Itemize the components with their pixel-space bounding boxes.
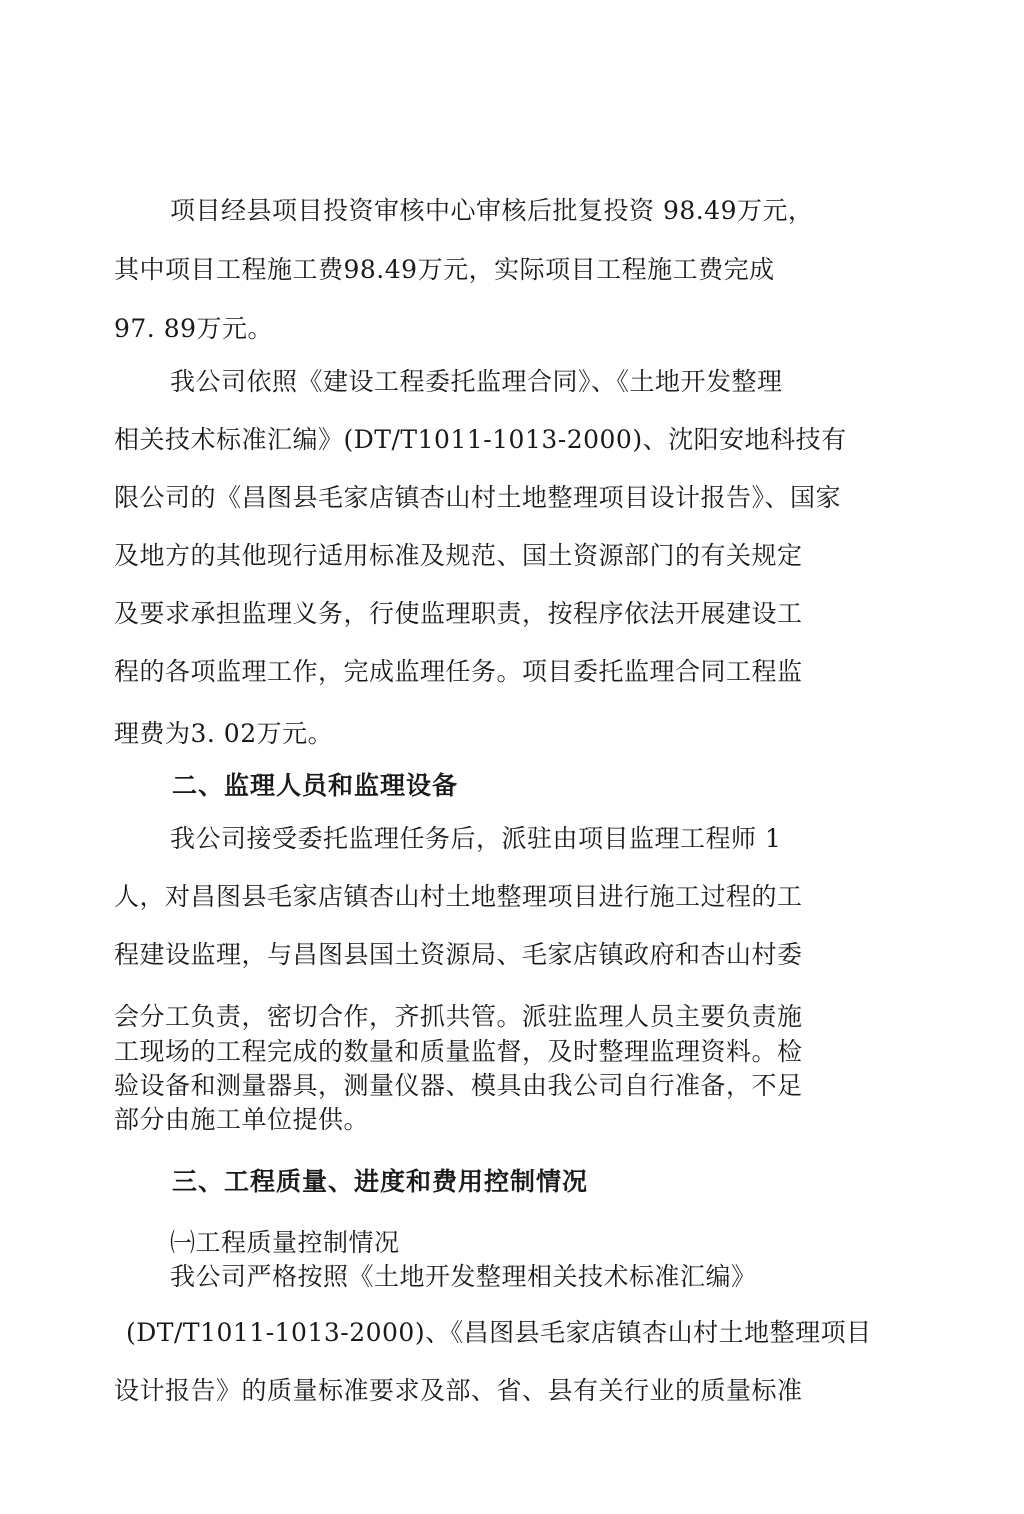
- paragraph-line: 相关技术标准汇编》(DT/T1011-1013-2000)、沈阳安地科技有: [114, 425, 847, 454]
- paragraph-line: 理费为3. 02万元。: [114, 719, 334, 748]
- paragraph-line: 限公司的《昌图县毛家店镇杏山村土地整理项目设计报告》、国家: [114, 483, 842, 512]
- paragraph-line: 及要求承担监理义务，行使监理职责，按程序依法开展建设工: [114, 599, 803, 628]
- paragraph-line: 及地方的其他现行适用标准及规范、国土资源部门的有关规定: [114, 541, 803, 570]
- paragraph-line: 会分工负责，密切合作，齐抓共管。派驻监理人员主要负责施: [114, 1002, 803, 1031]
- paragraph-line: 我公司接受委托监理任务后，派驻由项目监理工程师 1: [170, 824, 782, 853]
- paragraph-line: 项目经县项目投资审核中心审核后批复投资 98.49万元，: [170, 196, 814, 225]
- paragraph-line: 97. 89万元。: [114, 314, 274, 343]
- section-heading: 二、监理人员和监理设备: [172, 771, 459, 800]
- paragraph-line: 我公司严格按照《土地开发整理相关技术标准汇编》: [170, 1262, 757, 1291]
- paragraph-line: 其中项目工程施工费98.49万元，实际项目工程施工费完成: [114, 255, 775, 284]
- subsection-heading: ㈠工程质量控制情况: [170, 1228, 400, 1257]
- paragraph-line: 验设备和测量器具，测量仪器、模具由我公司自行准备，不足: [114, 1071, 803, 1100]
- section-heading: 三、工程质量、进度和费用控制情况: [172, 1167, 589, 1196]
- paragraph-line: 程建设监理，与昌图县国土资源局、毛家店镇政府和杏山村委: [114, 940, 803, 969]
- paragraph-line: 程的各项监理工作，完成监理任务。项目委托监理合同工程监: [114, 657, 803, 686]
- paragraph-line: (DT/T1011-1013-2000)、《昌图县毛家店镇杏山村土地整理项目: [126, 1318, 872, 1347]
- paragraph-line: 部分由施工单位提供。: [114, 1105, 370, 1134]
- paragraph-line: 工现场的工程完成的数量和质量监督，及时整理监理资料。检: [114, 1037, 803, 1066]
- paragraph-line: 设计报告》的质量标准要求及部、省、县有关行业的质量标准: [114, 1376, 803, 1405]
- paragraph-line: 我公司依照《建设工程委托监理合同》、《土地开发整理: [170, 367, 783, 396]
- paragraph-line: 人，对昌图县毛家店镇杏山村土地整理项目进行施工过程的工: [114, 882, 803, 911]
